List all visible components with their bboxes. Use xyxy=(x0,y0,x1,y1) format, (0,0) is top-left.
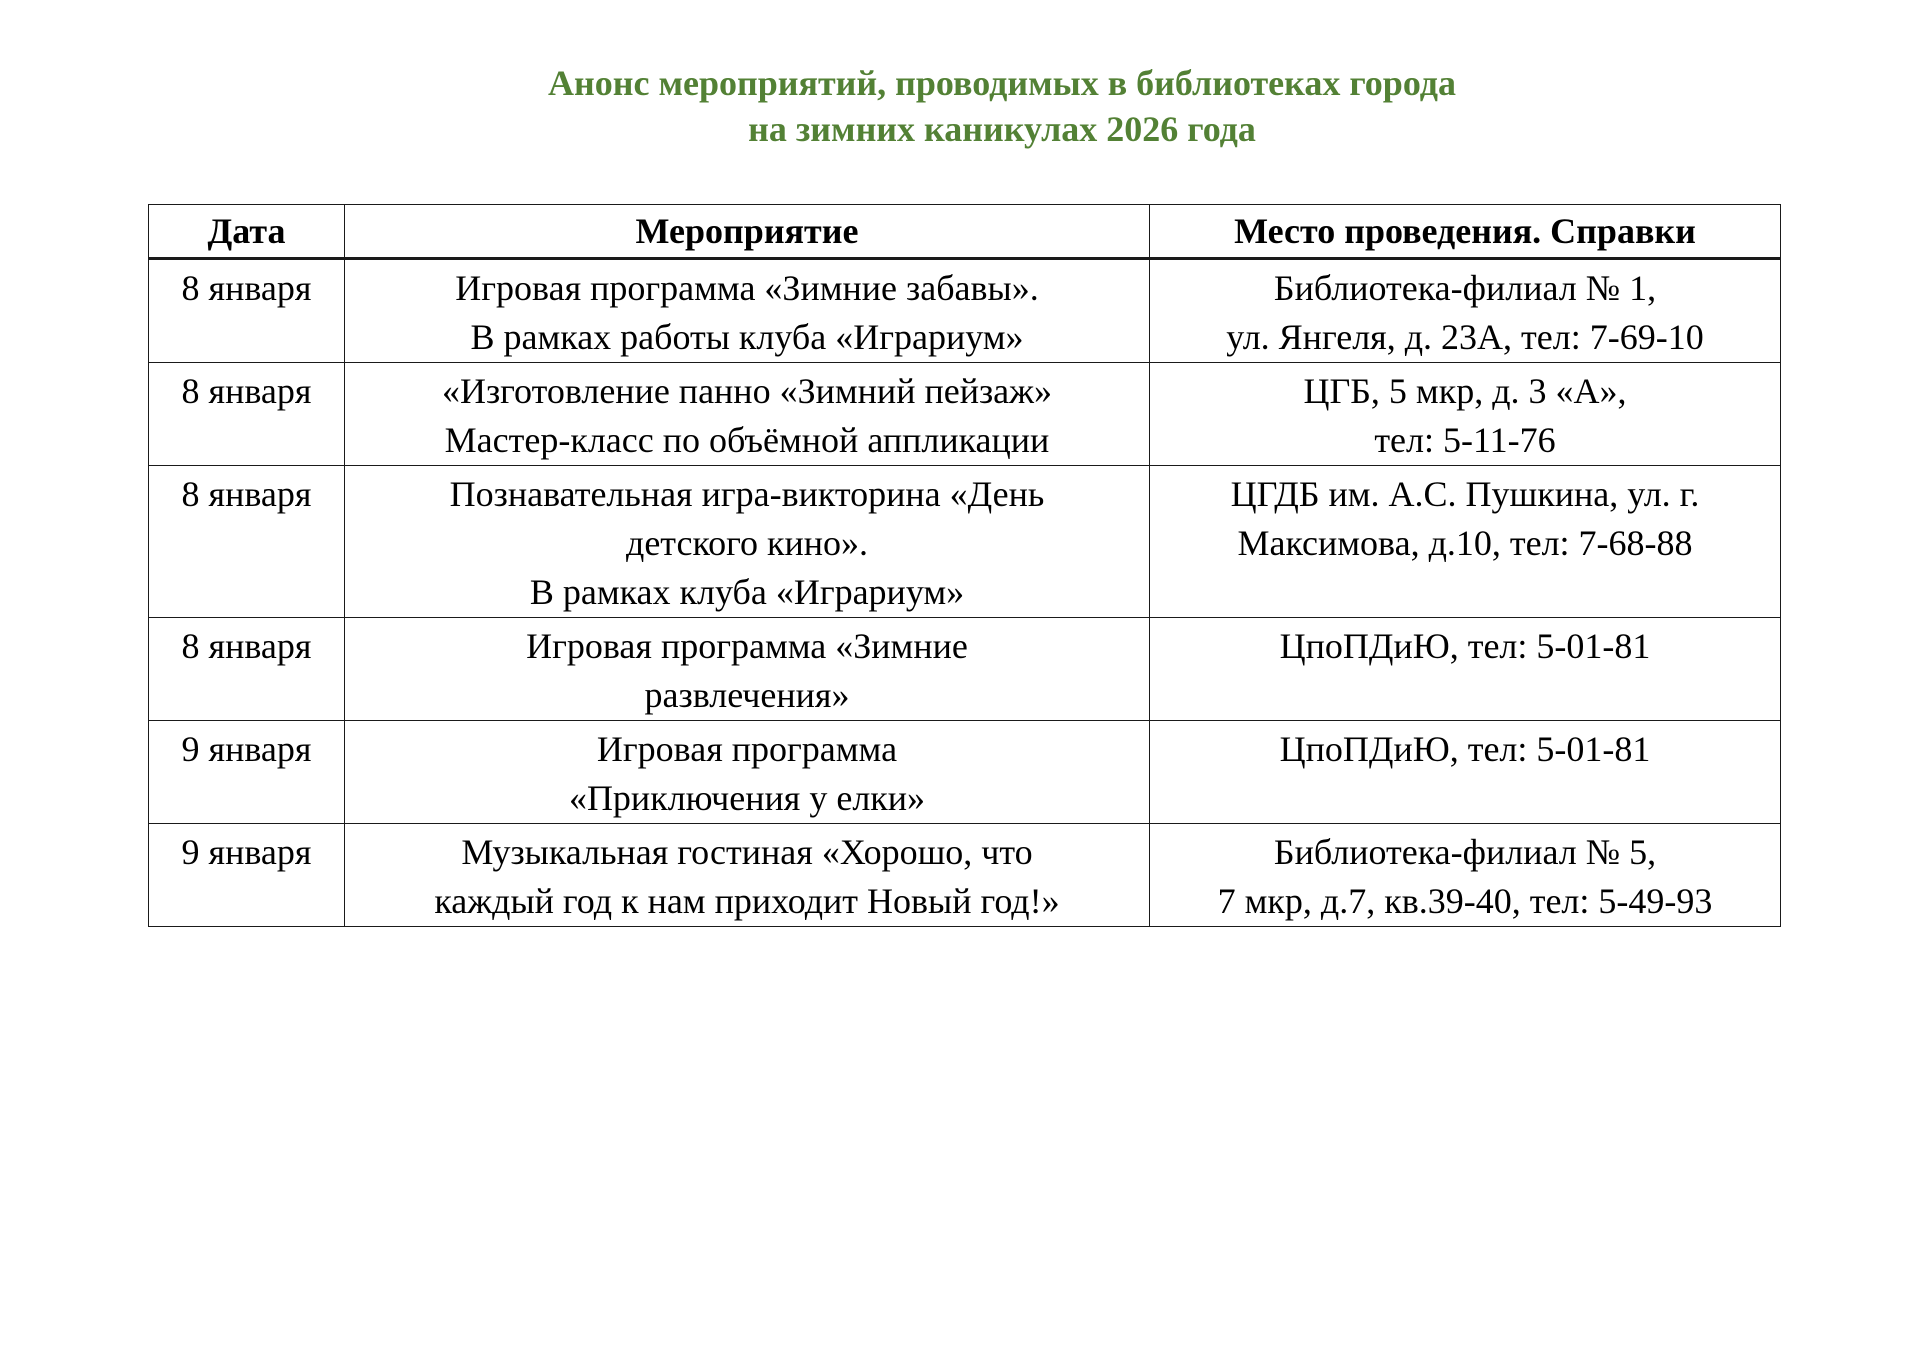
event-line: «Изготовление панно «Зимний пейзаж» xyxy=(441,371,1053,411)
cell-date: 8 января xyxy=(149,618,345,721)
cell-place xyxy=(1150,259,1781,363)
place-line: Библиотека-филиал № 1, xyxy=(1273,268,1657,308)
cell-place xyxy=(1150,466,1781,618)
table-header-row xyxy=(149,205,1781,259)
table-row xyxy=(149,721,1781,824)
cell-event xyxy=(345,466,1150,618)
title-line-1: Анонс мероприятий, проводимых в библиотеках города xyxy=(548,63,1456,103)
table-row xyxy=(149,259,1781,363)
page-title xyxy=(0,60,1920,152)
event-line: Музыкальная гостиная «Хорошо, что xyxy=(461,832,1033,872)
event-line: развлечения» xyxy=(644,675,850,715)
table-row xyxy=(149,466,1781,618)
event-line: Мастер-класс по объёмной аппликации xyxy=(444,420,1050,460)
place-line: Библиотека-филиал № 5, xyxy=(1273,832,1657,872)
table-row xyxy=(149,363,1781,466)
cell-place xyxy=(1150,363,1781,466)
cell-event xyxy=(345,618,1150,721)
event-line: Игровая программа «Зимние xyxy=(526,626,968,666)
place-line: ЦпоПДиЮ, тел: 5-01-81 xyxy=(1279,626,1651,666)
cell-event xyxy=(345,721,1150,824)
event-line: Познавательная игра-викторина «День xyxy=(449,474,1045,514)
cell-place xyxy=(1150,618,1781,721)
place-line: Максимова, д.10, тел: 7-68-88 xyxy=(1237,523,1693,563)
place-line: тел: 5-11-76 xyxy=(1374,420,1556,460)
cell-event xyxy=(345,824,1150,927)
table-row xyxy=(149,824,1781,927)
cell-event xyxy=(345,259,1150,363)
event-line: Игровая программа xyxy=(596,729,898,769)
events-table xyxy=(148,204,1781,927)
event-line: каждый год к нам приходит Новый год!» xyxy=(434,881,1060,921)
event-line: «Приключения у елки» xyxy=(568,778,926,818)
cell-date: 8 января xyxy=(149,466,345,618)
header-event: Мероприятие xyxy=(345,205,1150,259)
event-line: В рамках работы клуба «Играриум» xyxy=(470,317,1024,357)
event-line: Игровая программа «Зимние забавы». xyxy=(455,268,1039,308)
place-line: ЦпоПДиЮ, тел: 5-01-81 xyxy=(1279,729,1651,769)
cell-date: 8 января xyxy=(149,363,345,466)
place-line: ЦГДБ им. А.С. Пушкина, ул. г. xyxy=(1230,474,1700,514)
cell-place xyxy=(1150,824,1781,927)
cell-event xyxy=(345,363,1150,466)
cell-date: 8 января xyxy=(149,259,345,363)
cell-date: 9 января xyxy=(149,721,345,824)
title-line-2: на зимних каникулах 2026 года xyxy=(748,109,1256,149)
place-line: 7 мкр, д.7, кв.39-40, тел: 5-49-93 xyxy=(1217,881,1713,921)
place-line: ЦГБ, 5 мкр, д. 3 «А», xyxy=(1303,371,1627,411)
place-line: ул. Янгеля, д. 23А, тел: 7-69-10 xyxy=(1226,317,1704,357)
header-date: Дата xyxy=(149,205,345,259)
cell-place xyxy=(1150,721,1781,824)
table-row xyxy=(149,618,1781,721)
cell-date: 9 января xyxy=(149,824,345,927)
event-line: детского кино». xyxy=(626,523,868,563)
event-line: В рамках клуба «Играриум» xyxy=(529,572,965,612)
header-place: Место проведения. Справки xyxy=(1150,205,1781,259)
